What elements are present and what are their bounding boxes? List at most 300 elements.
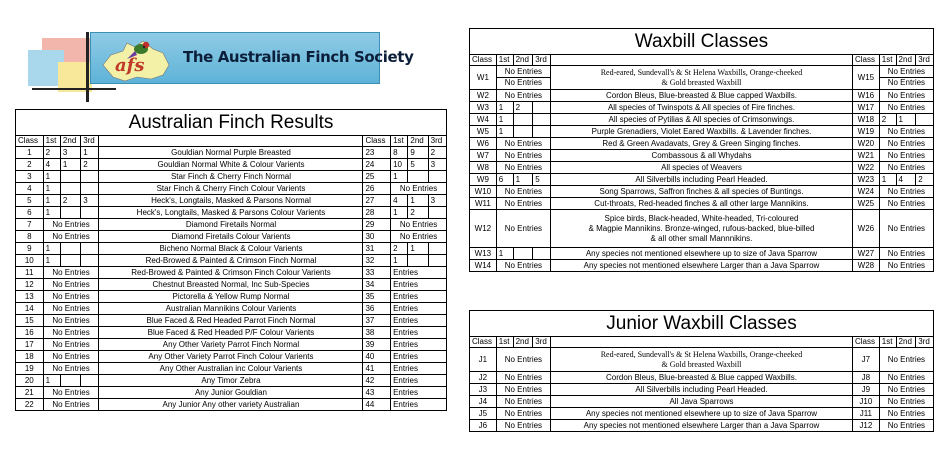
description-line: & Magpie Mannikins. Bronze-winged, rufous-backed, blue-billed [588,223,815,233]
result-third [81,243,99,255]
class-number: 43 [363,387,391,399]
table-row [470,66,934,90]
header-second: 2nd [896,55,916,66]
result-third: 1 [81,147,99,159]
header-third: 3rd [533,337,551,348]
class-number: 33 [363,267,391,279]
table-row [16,219,447,231]
class-description: Gouldian Normal Purple Breasted [99,147,363,159]
result-first: 10 [391,159,408,171]
table-row [16,207,447,219]
class-description [550,114,852,126]
class-description: Gouldian Normal White & Colour Varients [99,159,363,171]
result-no-entries: No Entries [43,279,99,291]
table-row [470,114,934,126]
header-class: Class [470,55,497,66]
class-number: 39 [363,339,391,351]
header-third: 3rd [916,55,934,66]
result-no-entries: No Entries [43,351,99,363]
result-no-entries: No Entries [496,162,550,174]
header-third: 3rd [428,136,446,147]
header-first: 1st [879,337,896,348]
class-number: 17 [16,339,44,351]
class-description: Any Other Australian inc Colour Varients [99,363,363,375]
result-no-entries: No Entries [879,384,933,396]
class-description [550,150,852,162]
australian-header-row [16,136,447,147]
result-third [428,255,446,267]
class-number: J4 [470,396,497,408]
class-number: W16 [852,90,879,102]
waxbill-table-title: Waxbill Classes [470,29,934,55]
result-first: 1 [43,243,60,255]
header-class: Class [363,136,391,147]
class-description: Diamond Firetails Normal [99,219,363,231]
result-no-entries: No Entries [879,198,933,210]
description-line: Any species not mentioned elsewhere up to size of Java Sparrow [585,248,818,258]
class-description [550,66,852,90]
header-description [550,55,852,66]
table-row [470,138,934,150]
result-no-entries: No Entries [496,210,550,248]
table-row [16,303,447,315]
table-row [16,159,447,171]
junior-table-title: Junior Waxbill Classes [470,311,934,337]
description-line: Combassous & all Whydahs [651,150,752,160]
result-entries: Entries [391,291,447,303]
result-entries: Entries [391,315,447,327]
class-number: 14 [16,303,44,315]
class-description: Heck's, Longtails, Masked & Parsons Normal [99,195,363,207]
header-second: 2nd [896,337,916,348]
result-second [408,171,428,183]
result-second [60,171,80,183]
class-number: W9 [470,174,497,186]
table-row [16,315,447,327]
result-third: 3 [428,195,446,207]
table-row [470,408,934,420]
result-first: 1 [43,375,60,387]
result-second: 3 [60,147,80,159]
logo-horizontal-bar [32,88,116,90]
class-number: 23 [363,147,391,159]
result-first: 1 [879,174,896,186]
result-no-entries: No Entries [879,150,933,162]
class-number: 10 [16,255,44,267]
table-row [470,348,934,372]
class-description: Star Finch & Cherry Finch Colour Varients [99,183,363,195]
class-number: 31 [363,243,391,255]
class-description [550,372,852,384]
result-first: 1 [43,183,60,195]
class-number: 22 [16,399,44,411]
result-entries: Entries [391,303,447,315]
result-entries: Entries [391,267,447,279]
result-no-entries: No Entries [879,210,933,248]
result-no-entries: No Entries [43,327,99,339]
header-description [99,136,363,147]
result-second: 9 [408,147,428,159]
result-no-entries: No Entries [43,303,99,315]
class-description: Bicheno Normal Black & Colour Varients [99,243,363,255]
result-third [428,171,446,183]
class-number: 36 [363,303,391,315]
result-second [60,243,80,255]
class-number: W3 [470,102,497,114]
header-first: 1st [496,337,513,348]
class-number: 26 [363,183,391,195]
junior-waxbill-classes-table [469,310,934,432]
result-first: 4 [391,195,408,207]
result-second: 2 [513,102,533,114]
result-first: 4 [43,159,60,171]
result-no-entries: No Entries [879,248,933,260]
class-number: W10 [470,186,497,198]
description-line: Red & Green Avadavats, Grey & Green Singing finches. [602,138,801,148]
result-entries: Entries [391,351,447,363]
result-no-entries: No Entries [496,150,550,162]
header-third: 3rd [533,55,551,66]
result-third: 2 [81,159,99,171]
table-row [470,198,934,210]
class-number: 7 [16,219,44,231]
class-description: Blue Faced & Red Headed Parrot Finch Normal [99,315,363,327]
class-description [550,396,852,408]
header-first: 1st [879,55,896,66]
result-third [533,114,551,126]
result-third: 2 [428,147,446,159]
class-number: W28 [852,260,879,272]
class-number: W11 [470,198,497,210]
header-class: Class [852,337,879,348]
waxbill-header-row [470,55,934,66]
class-description: Chestnut Breasted Normal, Inc Sub-Species [99,279,363,291]
result-first: 1 [496,114,513,126]
class-number: 35 [363,291,391,303]
result-no-entries: No Entries [496,408,550,420]
class-number: 30 [363,231,391,243]
class-number: W17 [852,102,879,114]
table-row [16,243,447,255]
class-number: 13 [16,291,44,303]
table-row [470,384,934,396]
description-line: All species of Weavers [661,162,742,172]
class-number: 38 [363,327,391,339]
result-no-entries: No Entries [879,126,933,138]
class-description [550,260,852,272]
class-number: 5 [16,195,44,207]
result-no-entries [879,66,933,90]
class-number: W4 [470,114,497,126]
result-second [60,255,80,267]
table-row [470,186,934,198]
logo-banner [90,32,414,84]
class-number: 28 [363,207,391,219]
logo-abbr: afs [115,55,145,76]
result-no-entries: No Entries [496,372,550,384]
result-third [81,171,99,183]
result-second [513,114,533,126]
result-third [533,126,551,138]
result-first: 2 [43,147,60,159]
result-second [60,375,80,387]
class-description: Pictorella & Yellow Rump Normal [99,291,363,303]
class-number: 8 [16,231,44,243]
class-number: W15 [852,66,879,90]
result-no-entries: No Entries [43,387,99,399]
result-entries: Entries [391,387,447,399]
description-line: Spice birds, Black-headed, White-headed, Tri-coloured [604,213,799,223]
class-number: 2 [16,159,44,171]
result-no-entries: No Entries [43,231,99,243]
result-no-entries: No Entries [496,138,550,150]
result-third [81,207,99,219]
table-row [16,267,447,279]
table-row [470,174,934,186]
result-first: 1 [43,171,60,183]
result-no-entries: No Entries [496,396,550,408]
class-description [550,384,852,396]
result-third [81,183,99,195]
class-number: J5 [470,408,497,420]
table-row [16,375,447,387]
result-line: No Entries [887,78,926,87]
class-description: Any Junior Any other variety Australian [99,399,363,411]
result-line: No Entries [880,67,933,78]
table-row [470,396,934,408]
table-row [470,372,934,384]
result-no-entries: No Entries [879,138,933,150]
class-description: Red-Browed & Painted & Crimson Finch Normal [99,255,363,267]
header-second: 2nd [513,337,533,348]
class-number: W21 [852,150,879,162]
class-number: 15 [16,315,44,327]
description-line: Red-eared, Sundevall's & St Helena Waxbills, Orange-cheeked [600,67,803,77]
result-second: 2 [60,195,80,207]
header-class: Class [16,136,44,147]
result-no-entries [496,66,550,90]
header-first: 1st [391,136,408,147]
result-second [60,183,80,195]
result-entries: No Entries [391,219,447,231]
result-no-entries: No Entries [496,384,550,396]
class-number: 11 [16,267,44,279]
class-description [550,408,852,420]
class-number: J11 [852,408,879,420]
table-row [16,183,447,195]
class-number: W13 [470,248,497,260]
class-description [550,348,852,372]
table-row [16,279,447,291]
result-no-entries: No Entries [879,396,933,408]
result-no-entries: No Entries [879,162,933,174]
class-description [550,420,852,432]
result-first: 2 [391,243,408,255]
waxbill-classes-table [469,28,934,272]
class-description: Diamond Firetails Colour Varients [99,231,363,243]
class-number: 42 [363,375,391,387]
class-description: Any Timor Zebra [99,375,363,387]
class-description: Heck's, Longtails, Masked & Parsons Colour Varients [99,207,363,219]
result-third: 3 [428,159,446,171]
header-first: 1st [43,136,60,147]
table-row [16,339,447,351]
result-entries: Entries [391,363,447,375]
table-row [470,90,934,102]
class-description [550,186,852,198]
class-number: 3 [16,171,44,183]
class-number: W18 [852,114,879,126]
class-number: W26 [852,210,879,248]
result-first: 6 [496,174,513,186]
description-line: All Silverbills including Pearl Headed. [635,174,768,184]
result-third: 3 [81,195,99,207]
class-description [550,102,852,114]
result-no-entries: No Entries [43,363,99,375]
result-third [916,114,934,126]
result-first: 1 [43,255,60,267]
class-number: W27 [852,248,879,260]
result-first: 1 [496,102,513,114]
class-number: 41 [363,363,391,375]
class-description: Australian Mannikins Colour Varients [99,303,363,315]
class-description [550,248,852,260]
result-entries: Entries [391,339,447,351]
result-first: 1 [43,207,60,219]
class-number: W2 [470,90,497,102]
table-row [470,420,934,432]
junior-header-row [470,337,934,348]
description-line: Cordon Bleus, Blue-breasted & Blue capped Waxbills. [606,90,797,100]
result-no-entries: No Entries [879,90,933,102]
table-row [16,399,447,411]
result-third [81,375,99,387]
result-second [408,255,428,267]
class-number: J8 [852,372,879,384]
header-second: 2nd [513,55,533,66]
result-first: 1 [391,207,408,219]
result-second: 1 [513,174,533,186]
description-line: Any species not mentioned elsewhere Larger than a Java Sparrow [583,420,820,430]
result-no-entries: No Entries [496,198,550,210]
class-number: W19 [852,126,879,138]
class-number: J10 [852,396,879,408]
class-description: Red-Browed & Painted & Crimson Finch Colour Varients [99,267,363,279]
header-third: 3rd [916,337,934,348]
class-number: 24 [363,159,391,171]
result-first: 1 [496,248,513,260]
class-description [550,126,852,138]
result-no-entries: No Entries [43,315,99,327]
table-row [16,171,447,183]
table-row [470,162,934,174]
result-entries: Entries [391,279,447,291]
result-third [533,248,551,260]
class-description [550,90,852,102]
class-number: J2 [470,372,497,384]
result-second: 1 [408,243,428,255]
table-row [16,195,447,207]
result-no-entries: No Entries [496,260,550,272]
header-class: Class [470,337,497,348]
table-row [470,126,934,138]
class-description: Any Other Variety Parrot Finch Normal [99,339,363,351]
description-line: Cut-throats, Red-headed finches & all other large Mannikins. [594,198,809,208]
class-number: 34 [363,279,391,291]
table-row [16,231,447,243]
description-line: Any species not mentioned elsewhere up to size of Java Sparrow [585,408,818,418]
class-number: 27 [363,195,391,207]
class-number: 12 [16,279,44,291]
class-description [550,210,852,248]
result-entries: No Entries [391,183,447,195]
result-no-entries: No Entries [879,102,933,114]
result-no-entries: No Entries [879,186,933,198]
class-number: 19 [16,363,44,375]
result-no-entries: No Entries [43,267,99,279]
table-row [470,260,934,272]
class-number: W22 [852,162,879,174]
table-row [470,102,934,114]
description-line: All species of Twinspots & All species of Fire finches. [607,102,795,112]
class-number: W24 [852,186,879,198]
result-second [60,207,80,219]
result-no-entries: No Entries [496,348,550,372]
class-number: W25 [852,198,879,210]
table-row [16,387,447,399]
class-number: W23 [852,174,879,186]
result-no-entries: No Entries [879,372,933,384]
result-line: No Entries [497,67,550,78]
class-description [550,138,852,150]
result-third: 5 [533,174,551,186]
result-first: 1 [43,195,60,207]
description-line: & Gold breasted Waxbill [661,77,742,87]
society-logo [28,30,414,102]
class-number: J9 [852,384,879,396]
description-line: All Java Sparrows [669,396,734,406]
result-third [533,102,551,114]
result-second: 1 [60,159,80,171]
logo-vertical-bar [86,32,89,102]
result-third [81,255,99,267]
class-number: 1 [16,147,44,159]
header-first: 1st [496,55,513,66]
class-number: J7 [852,348,879,372]
logo-text: The Australian Finch Society [183,48,414,66]
table-row [16,363,447,375]
result-second: 1 [896,114,916,126]
class-number: W6 [470,138,497,150]
result-no-entries: No Entries [43,399,99,411]
class-number: W14 [470,260,497,272]
class-description [550,162,852,174]
table-row [470,248,934,260]
result-no-entries: No Entries [879,420,933,432]
class-description: Star Finch & Cherry Finch Normal [99,171,363,183]
class-number: W5 [470,126,497,138]
result-second: 4 [896,174,916,186]
class-number: 9 [16,243,44,255]
class-number: J3 [470,384,497,396]
result-first: 2 [879,114,896,126]
result-no-entries: No Entries [879,260,933,272]
header-class: Class [852,55,879,66]
result-first: 1 [391,171,408,183]
class-number: 40 [363,351,391,363]
class-description [550,174,852,186]
result-third: 2 [916,174,934,186]
